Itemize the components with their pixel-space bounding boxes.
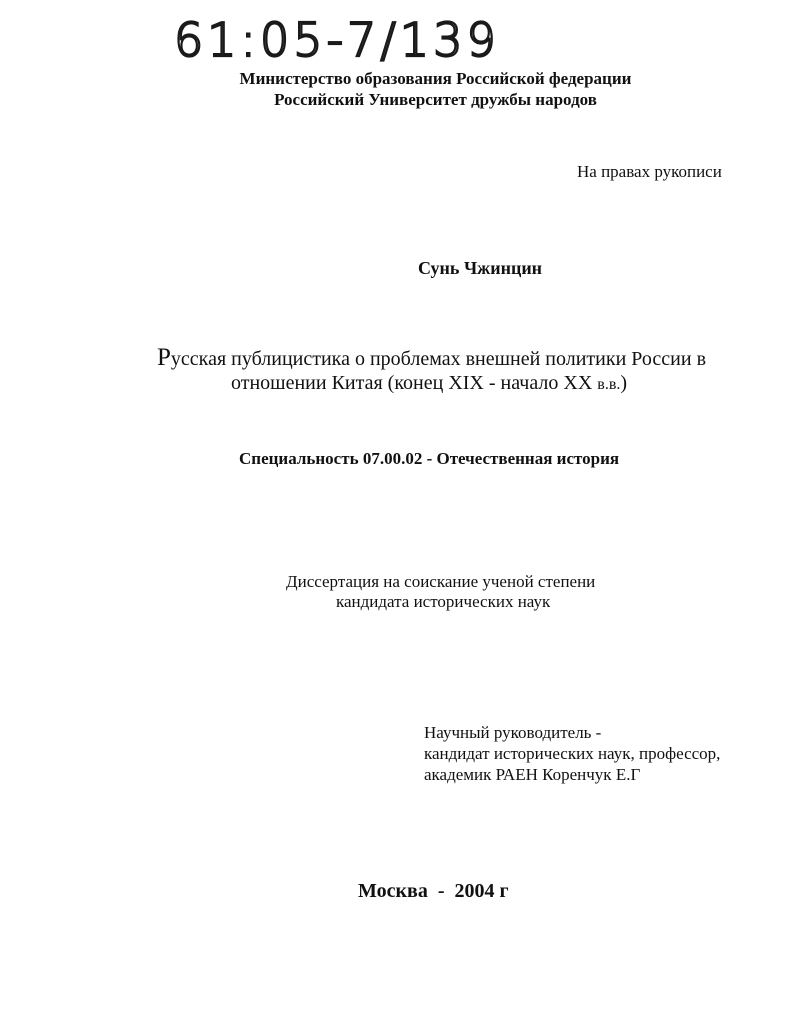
handwritten-archive-number [172,6,522,68]
supervisor-label: Научный руководитель - [424,723,602,742]
rights-note: На правах рукописи [577,162,722,181]
dissertation-purpose-line-1: Диссертация на соискание ученой степени [286,572,596,591]
dissertation-title-line-2 [231,372,627,395]
dissertation-purpose-line-2: кандидата исторических наук [336,592,551,611]
title-line-1-text: усская публицистика о проблемах внешней политики России в [170,348,707,370]
title-line-2-text: отношении Китая (конец XIX - начало XX [231,372,598,394]
university-name: Российский Университет дружбы народов [274,90,597,109]
title-drop-cap: Р [157,344,171,371]
supervisor-degree: кандидат исторических наук, профессор, [424,744,721,763]
title-line-2-small: в.в. [597,376,621,393]
specialty: Специальность 07.00.02 - Отечественная история [239,449,620,468]
city-year: Москва - 2004 г [358,880,509,902]
supervisor-name: академик РАЕН Коренчук Е.Г [424,765,641,784]
author-name: Сунь Чжинцин [418,258,543,278]
title-line-2-end: ) [620,372,628,394]
dissertation-title-line-1 [157,344,706,372]
handwritten-number-text: 61:05-7/139 [174,13,500,67]
ministry-name: Министерство образования Российской федерации [239,69,632,88]
